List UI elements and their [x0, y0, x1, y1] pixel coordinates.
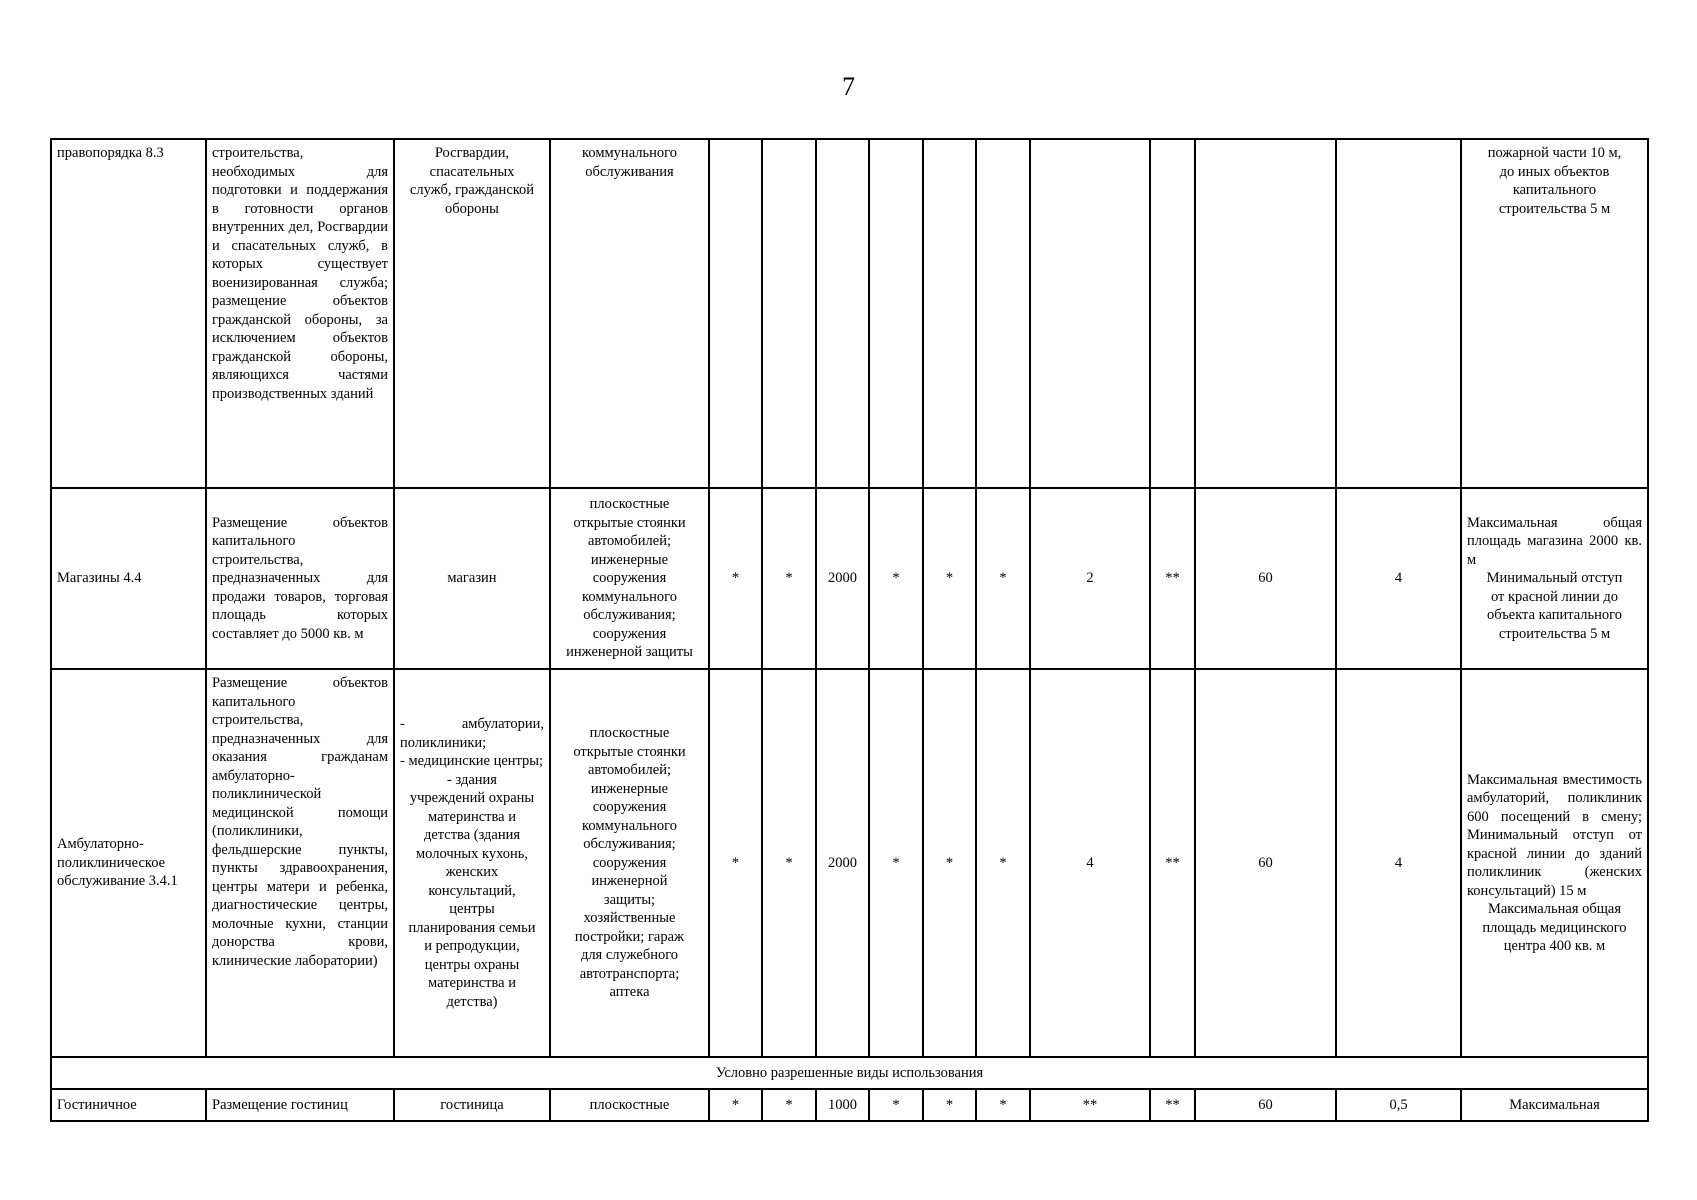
use-description-cell: Размещение объектов капитального строительства, предназначенных для оказания гражданам амбулаторно-поликлинической медицинской помощи (поликлиники, фельдшерские пункты, пункты здравоохранения, центры матери и ребенка, диагностические центры, молочные кухни, станции донорства крови, клинические лаборатории)	[206, 669, 394, 1057]
param-cell: 4	[1030, 669, 1150, 1057]
param-cell: *	[762, 488, 816, 669]
param-cell: *	[923, 488, 976, 669]
param-cell	[1336, 139, 1461, 488]
notes-text: Максимальная общая площадь медицинского центра 400 кв. м	[1482, 901, 1627, 954]
param-cell: *	[709, 1089, 762, 1121]
param-cell: 2	[1030, 488, 1150, 669]
param-cell: **	[1150, 669, 1195, 1057]
auxiliary-uses-cell: плоскостные открытые стоянки автомобилей; инженерные сооружения коммунального обслуживания; сооружения инженерной защиты	[550, 488, 709, 669]
use-type-name-cell: правопорядка 8.3	[51, 139, 206, 488]
param-cell: *	[976, 1089, 1030, 1121]
param-cell: *	[869, 488, 923, 669]
param-cell	[762, 139, 816, 488]
use-type-name-cell: Магазины 4.4	[51, 488, 206, 669]
notes-cell	[1461, 488, 1648, 669]
param-cell: 0,5	[1336, 1089, 1461, 1121]
param-cell	[1030, 139, 1150, 488]
notes-text: Максимальная вместимость амбулаторий, поликлиник 600 посещений в смену; Минимальный отступ от красной линии до зданий поликлиник (женских консультаций) 15 м	[1467, 771, 1642, 899]
permitted-objects-cell: гостиница	[394, 1089, 550, 1121]
param-cell: **	[1150, 488, 1195, 669]
table-row	[51, 669, 1648, 1057]
auxiliary-uses-cell: плоскостные открытые стоянки автомобилей; инженерные сооружения коммунального обслуживания; сооружения инженерной защиты; хозяйственные постройки; гараж для служебного автотранспорта; аптека	[550, 669, 709, 1057]
use-type-name-cell: Гостиничное	[51, 1089, 206, 1121]
permitted-objects-cell: магазин	[394, 488, 550, 669]
use-type-name-cell: Амбулаторно- поликлиническое обслуживание 3.4.1	[51, 669, 206, 1057]
param-cell: **	[1150, 1089, 1195, 1121]
param-cell: 2000	[816, 488, 869, 669]
param-cell	[923, 139, 976, 488]
param-cell	[976, 139, 1030, 488]
param-cell: 60	[1195, 669, 1336, 1057]
param-cell: 2000	[816, 669, 869, 1057]
auxiliary-uses-cell: коммунального обслуживания	[550, 139, 709, 488]
notes-text: Максимальная общая площадь магазина 2000 кв. м	[1467, 514, 1642, 568]
table-row	[51, 139, 1648, 488]
param-cell: *	[709, 669, 762, 1057]
param-cell: **	[1030, 1089, 1150, 1121]
permitted-objects-cell: Росгвардии, спасательных служб, гражданской обороны	[394, 139, 550, 488]
section-header: Условно разрешенные виды использования	[51, 1057, 1648, 1089]
param-cell: *	[762, 1089, 816, 1121]
param-cell: *	[976, 488, 1030, 669]
use-description-cell: Размещение гостиниц	[206, 1089, 394, 1121]
param-cell: *	[762, 669, 816, 1057]
param-cell: 4	[1336, 488, 1461, 669]
land-use-regulations-table	[50, 138, 1649, 1122]
use-description-cell: Размещение объектов капитального строительства, предназначенных для продажи товаров, торговая площадь которых составляет до 5000 кв. м	[206, 488, 394, 669]
page-number: 7	[842, 72, 855, 101]
param-cell: 60	[1195, 1089, 1336, 1121]
section-header-row	[51, 1057, 1648, 1089]
objects-text: - амбулатории, поликлиники; - медицинские центры;	[400, 716, 544, 769]
param-cell: *	[869, 669, 923, 1057]
auxiliary-uses-cell: плоскостные	[550, 1089, 709, 1121]
use-description-cell: строительства, необходимых для подготовки и поддержания в готовности органов внутренних дел, Росгвардии и спасательных служб, в которых существует военизированная служба; размещение объектов гражданской обороны, за исключением объектов гражданской обороны, являющихся частями производственных зданий	[206, 139, 394, 488]
notes-cell: пожарной части 10 м, до иных объектов капитального строительства 5 м	[1461, 139, 1648, 488]
permitted-objects-cell	[394, 669, 550, 1057]
param-cell: *	[976, 669, 1030, 1057]
param-cell: 4	[1336, 669, 1461, 1057]
objects-text: - здания учреждений охраны материнства и детства (здания молочных кухонь, женских консультаций, центры планирования семьи и репродукции, центры охраны материнства и детства)	[408, 771, 536, 1010]
notes-text: Минимальный отступ от красной линии до объекта капитального строительства 5 м	[1486, 570, 1623, 642]
param-cell	[816, 139, 869, 488]
param-cell: *	[923, 1089, 976, 1121]
notes-cell: Максимальная	[1461, 1089, 1648, 1121]
param-cell: 1000	[816, 1089, 869, 1121]
param-cell	[1195, 139, 1336, 488]
param-cell: 60	[1195, 488, 1336, 669]
param-cell	[869, 139, 923, 488]
notes-cell	[1461, 669, 1648, 1057]
param-cell: *	[709, 488, 762, 669]
param-cell: *	[869, 1089, 923, 1121]
table-row	[51, 1089, 1648, 1121]
param-cell	[709, 139, 762, 488]
param-cell: *	[923, 669, 976, 1057]
param-cell	[1150, 139, 1195, 488]
table-row	[51, 488, 1648, 669]
